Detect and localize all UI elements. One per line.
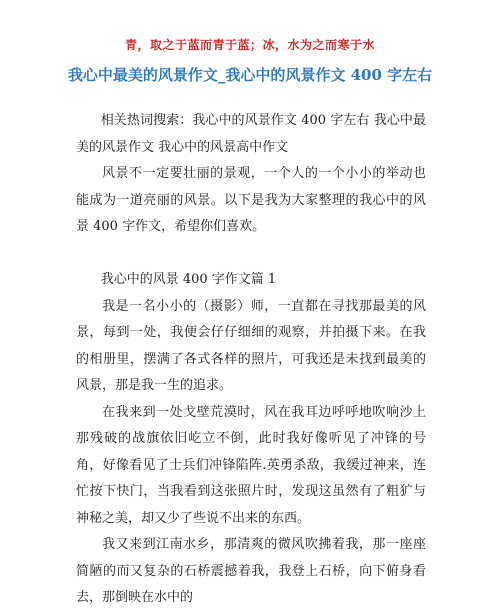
keywords-line: 相关热词搜索：我心中的风景作文 400 字左右 我心中最美的风景作文 我心中的风景高中作文 xyxy=(76,113,426,155)
header-motto: 青，取之于蓝而青于蓝；冰，水为之而寒于水 xyxy=(124,38,375,52)
body-paragraph: 在我来到一处戈壁荒漠时，风在我耳边呼呼地吹响沙上那残破的战旗依旧屹立不倒，此时我好像听见了冲锋的号角，好像看见了士兵们冲锋陷阵.英勇杀敌，我缓过神来，连忙按下快门，当我看到这张照片时，发现这虽然有了粗犷与神秘之美，却又少了些说不出来的东西。 xyxy=(76,404,426,526)
article-body xyxy=(76,108,426,612)
body-paragraph: 我又来到江南水乡，那清爽的微风吹拂着我，那一座座简陋的而又复杂的石桥震撼着我，我登上石桥，向下俯身看去，那倒映在水中的 xyxy=(76,537,426,605)
section-heading: 我心中的风景 400 字作文篇 1 xyxy=(100,272,277,287)
intro-paragraph: 风景不一定要壮丽的景观，一个人的一个小小的举动也能成为一道亮丽的风景。以下是我为大家整理的我心中的风景 400 字作文，希望你们喜欢。 xyxy=(76,166,426,234)
paragraph-spacer xyxy=(76,241,426,268)
page-title: 我心中最美的风景作文_我心中的风景作文 400 字左右 xyxy=(67,66,433,84)
body-paragraph: 我是一名小小的（摄影）师，一直都在寻找那最美的风景，每到一处，我便会仔仔细细的观察，并拍摄下来。在我的相册里，摆满了各式各样的照片，可我还是未找到最美的风景，那是我一生的追求。 xyxy=(76,298,426,393)
